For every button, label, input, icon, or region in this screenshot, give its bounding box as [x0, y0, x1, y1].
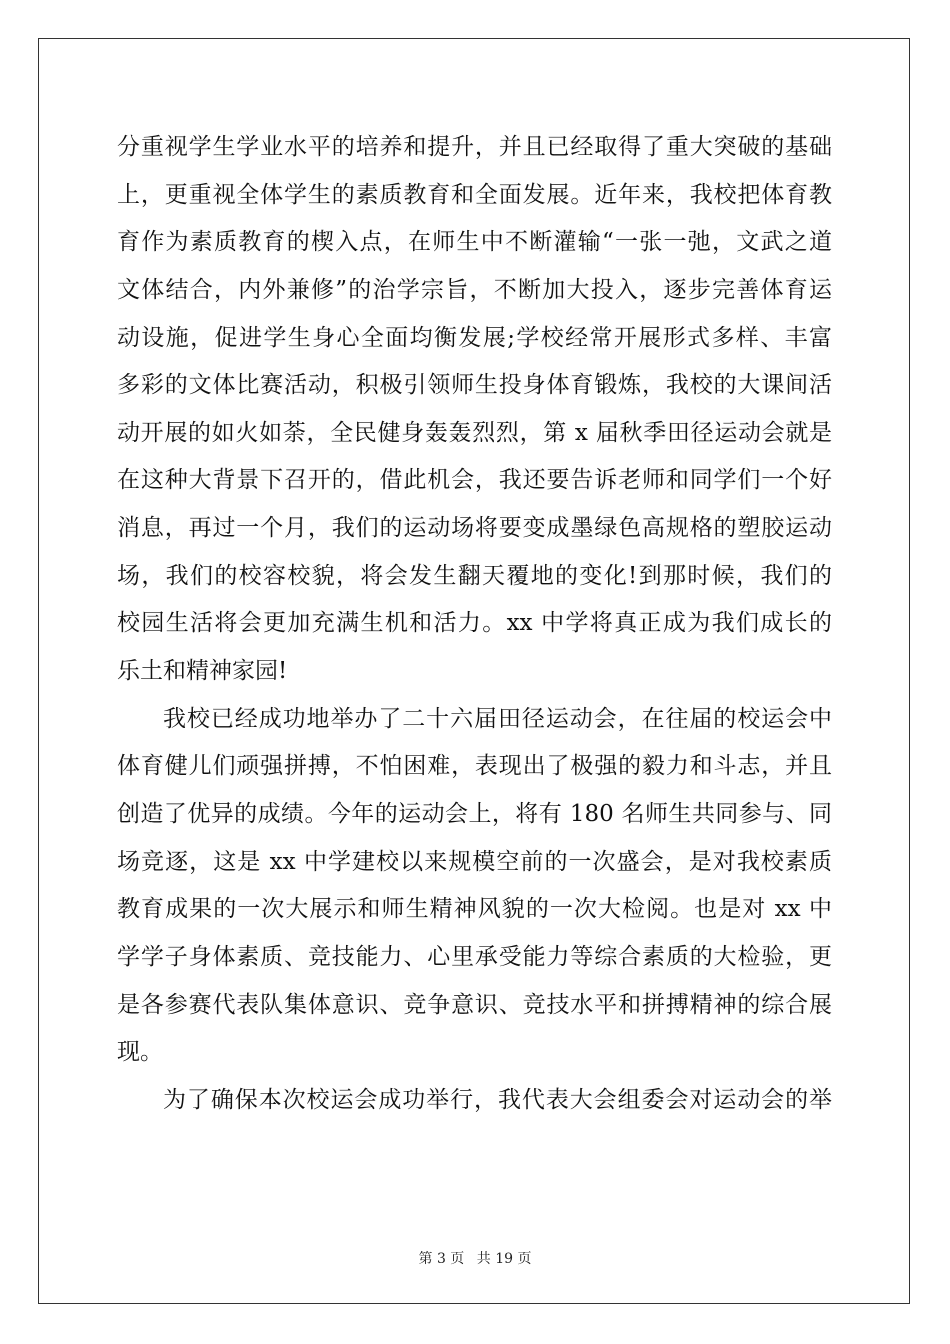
- text-line: 育作为素质教育的楔入点，在师生中不断灌输“一张一弛，文武之道: [117, 229, 832, 256]
- text-line: 多彩的文体比赛活动，积极引领师生投身体育锻炼，我校的大课间活: [117, 372, 832, 399]
- text-line: 体育健儿们顽强拼搏，不怕困难，表现出了极强的毅力和斗志，并且: [117, 753, 832, 780]
- text-line: 在这种大背景下召开的，借此机会，我还要告诉老师和同学们一个好: [117, 467, 832, 494]
- page-footer: [0, 1248, 950, 1268]
- text-line: 现。: [117, 1039, 163, 1066]
- paragraph-first-line: 我校已经成功地举办了二十六届田径运动会，在往届的校运会中: [163, 705, 832, 732]
- text-line: 场竞逐，这是 xx 中学建校以来规模空前的一次盛会，是对我校素质: [117, 848, 832, 875]
- page-total: 共 19 页: [476, 1251, 532, 1267]
- text-line: 上，更重视全体学生的素质教育和全面发展。近年来，我校把体育教: [117, 181, 832, 208]
- text-line: 消息，再过一个月，我们的运动场将要变成墨绿色高规格的塑胶运动: [117, 515, 832, 542]
- text-line: 是各参赛代表队集体意识、竞争意识、竞技水平和拼搏精神的综合展: [117, 991, 832, 1018]
- text-line: 场，我们的校容校貌，将会发生翻天覆地的变化!到那时候，我们的: [117, 562, 832, 589]
- text-line: 文体结合，内外兼修”的治学宗旨，不断加大投入，逐步完善体育运: [117, 276, 832, 303]
- text-line: 教育成果的一次大展示和师生精神风貌的一次大检阅。也是对 xx 中: [117, 896, 832, 923]
- text-line: 学学子身体素质、竞技能力、心里承受能力等综合素质的大检验，更: [117, 943, 832, 970]
- document-body: [117, 124, 832, 1124]
- page-number: 第 3 页: [418, 1251, 465, 1267]
- paragraph-first-line: 为了确保本次校运会成功举行，我代表大会组委会对运动会的举: [163, 1086, 832, 1113]
- text-line: 乐土和精神家园!: [117, 658, 288, 685]
- text-line: 动设施，促进学生身心全面均衡发展;学校经常开展形式多样、丰富: [117, 324, 832, 351]
- text-line: 动开展的如火如荼，全民健身轰轰烈烈，第 x 届秋季田径运动会就是: [117, 419, 832, 446]
- text-line: 分重视学生学业水平的培养和提升，并且已经取得了重大突破的基础: [117, 134, 832, 160]
- text-line: 校园生活将会更加充满生机和活力。xx 中学将真正成为我们成长的: [117, 610, 832, 637]
- text-line: 创造了优异的成绩。今年的运动会上，将有 180 名师生共同参与、同: [117, 800, 832, 827]
